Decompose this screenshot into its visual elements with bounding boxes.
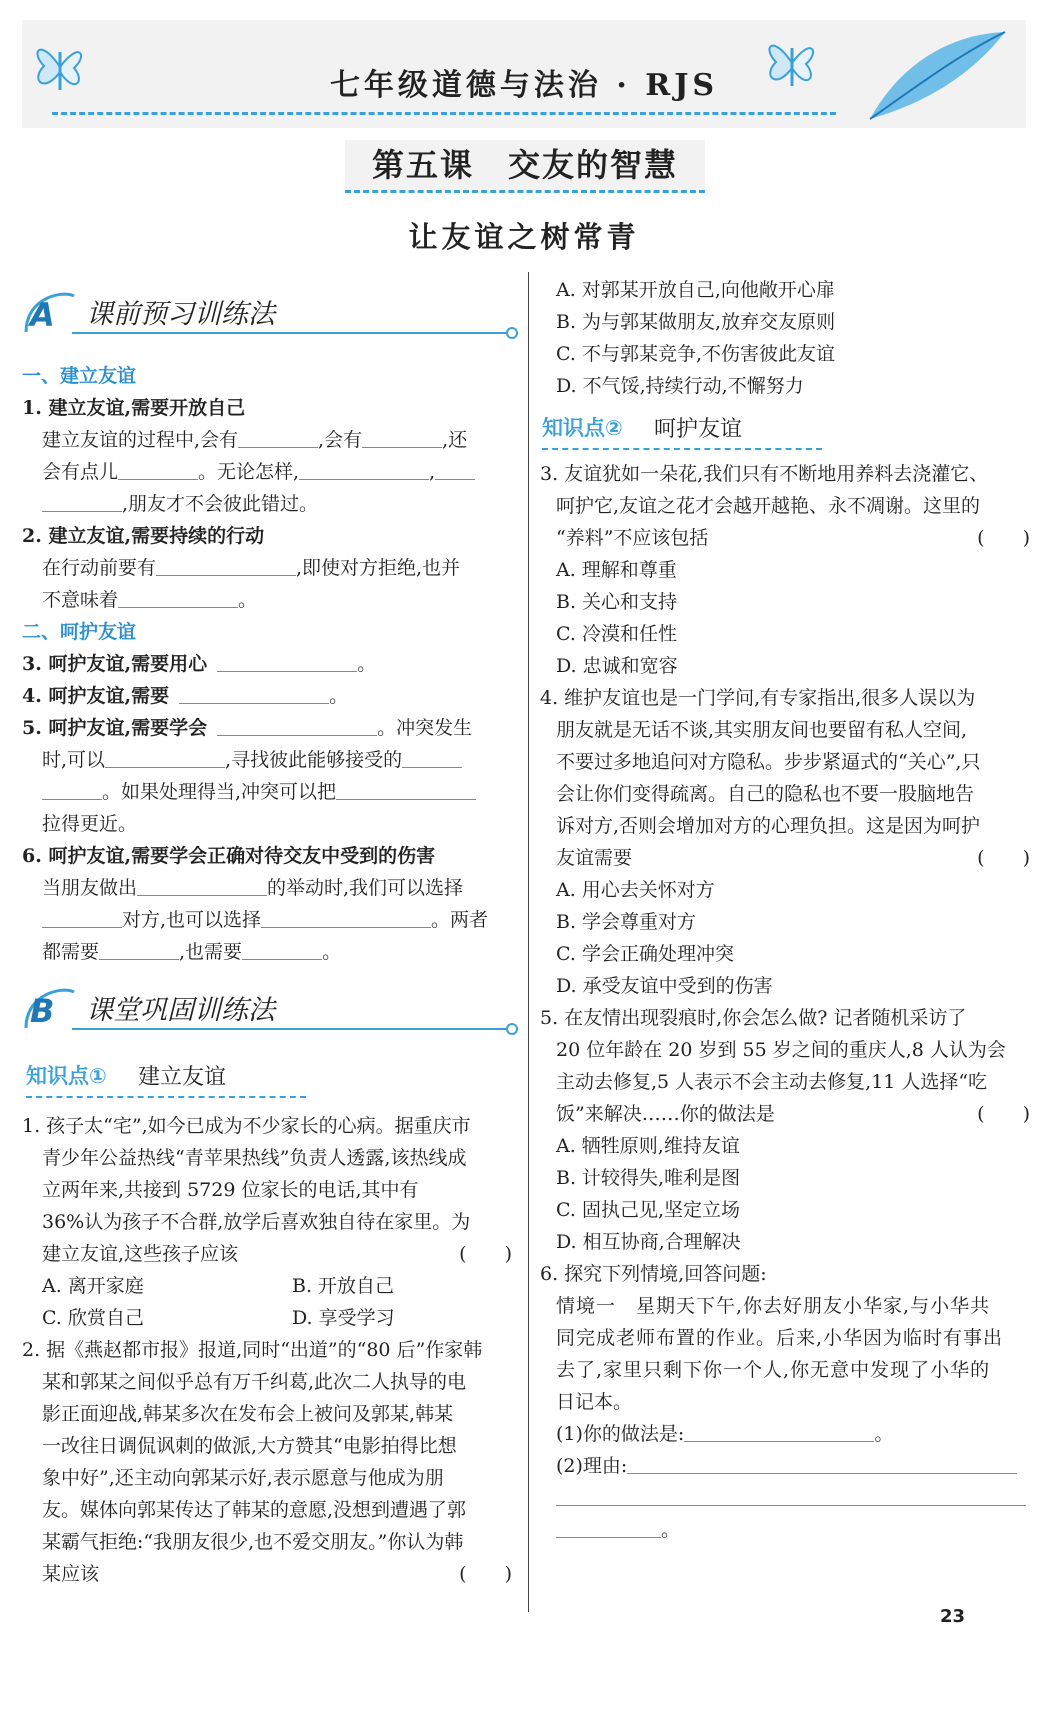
feather-icon [860, 24, 1010, 124]
knowledge-point-text: 建立友谊 [138, 1065, 227, 1090]
answer-paren: ( ) [459, 1563, 512, 1585]
option: D. 不气馁,持续行动,不懈努力 [556, 375, 804, 397]
question-r4-line: 友谊需要 ( ) [540, 842, 1030, 874]
scenario-line: 情境一 星期天下午,你去好朋友小华家,与小华共 [556, 1295, 991, 1317]
right-column-content [540, 458, 1030, 1546]
right-column-top [540, 274, 1030, 402]
section-a-badge [22, 288, 76, 336]
question-2-line: 不意味着 。 [22, 584, 512, 616]
section-b-header [22, 978, 512, 1038]
knowledge-point-underline [26, 1096, 306, 1098]
question-b2-line: 某霸气拒绝:“我朋友很少,也不爱交朋友。”你认为韩 [42, 1531, 464, 1553]
answer-line: (2)理由: [540, 1450, 1030, 1482]
knowledge-point-2 [542, 412, 842, 452]
option: C. 固执己见,坚定立场 [556, 1199, 740, 1221]
scenario-line: 同完成老师布置的作业。后来,小华因为临时有事出 [556, 1327, 1004, 1349]
question-6-line: 都需要 ,也需要 。 [22, 936, 512, 968]
section-b-badge [22, 984, 76, 1032]
option: D. 相互协商,合理解决 [556, 1231, 741, 1253]
question-b2-line: 一改往日调侃讽刺的做派,大方赞其“电影拍得比想 [42, 1435, 457, 1457]
question-b1-line: 立两年来,共接到 5729 位家长的电话,其中有 [42, 1179, 419, 1201]
section-b-title: 课堂巩固训练法 [86, 995, 275, 1026]
answer-paren: ( ) [977, 1103, 1030, 1125]
question-b1-line: 1. 孩子太“宅”,如今已成为不少家长的心病。据重庆市 [22, 1115, 471, 1137]
option: C. 学会正确处理冲突 [556, 943, 734, 965]
question-1-line: 建立友谊的过程中,会有 ,会有 ,还 [22, 424, 512, 456]
column-divider [528, 272, 529, 1612]
answer-paren: ( ) [459, 1243, 512, 1265]
option: A. 理解和尊重 [556, 559, 677, 581]
knowledge-point-label: 知识点① [26, 1064, 107, 1088]
knowledge-point-1 [26, 1060, 326, 1100]
section-a-letter: A [30, 296, 55, 334]
question-5-line: 时,可以 ,寻找彼此能够接受的 [22, 744, 512, 776]
section-a-header [22, 282, 512, 342]
option: A. 离开家庭 [42, 1275, 144, 1297]
knowledge-point-text: 呵护友谊 [654, 417, 743, 442]
question-b1-line: 青少年公益热线“青苹果热线”负责人透露,该热线成 [42, 1147, 467, 1169]
question-b2-line: 2. 据《燕赵都市报》报道,同时“出道”的“80 后”作家韩 [22, 1339, 483, 1361]
question-r5-line: 5. 在友情出现裂痕时,你会怎么做? 记者随机采访了 [540, 1007, 967, 1029]
option: C. 不与郭某竞争,不伤害彼此友谊 [556, 343, 835, 365]
question-6-line: 对方,也可以选择 。两者 [22, 904, 512, 936]
option: A. 用心去关怀对方 [556, 879, 715, 901]
question-4: 4. 呵护友谊,需要 。 [22, 680, 512, 712]
question-b2-line: 友。媒体向郭某传达了韩某的意愿,没想到遭遇了郭 [42, 1499, 467, 1521]
answer-line: (1)你的做法是: 。 [540, 1418, 1030, 1450]
question-6-line: 当朋友做出 的举动时,我们可以选择 [22, 872, 512, 904]
option: D. 忠诚和宽容 [556, 655, 678, 677]
knowledge-point-underline [542, 448, 822, 450]
question-2-line: 在行动前要有 ,即使对方拒绝,也并 [22, 552, 512, 584]
question-r4-line: 4. 维护友谊也是一门学问,有专家指出,很多人误以为 [540, 687, 976, 709]
option: B. 开放自己 [292, 1275, 395, 1297]
page-number: 23 [940, 1606, 966, 1627]
header-title: 七年级道德与法治 · RJS [329, 68, 719, 103]
section-b-dot [506, 1023, 518, 1035]
question-r4-line: 会让你们变得疏离。自己的隐私也不要一股脑地告 [556, 783, 975, 805]
answer-line [540, 1482, 1030, 1514]
question-1-title: 1. 建立友谊,需要开放自己 [22, 397, 246, 419]
question-r5-line: 20 位年龄在 20 岁到 55 岁之间的重庆人,8 人认为会 [556, 1039, 1006, 1061]
question-5: 5. 呵护友谊,需要学会 。冲突发生 [22, 712, 512, 744]
section-a-content [22, 360, 512, 968]
question-b2-line: 影正面迎战,韩某多次在发布会上被问及郭某,韩某 [42, 1403, 454, 1425]
question-3: 3. 呵护友谊,需要用心 。 [22, 648, 512, 680]
question-b1-line: 36%认为孩子不合群,放学后喜欢独自待在家里。为 [42, 1211, 471, 1233]
question-r5-line: 主动去修复,5 人表示不会主动去修复,11 人选择“吃 [556, 1071, 988, 1093]
header-divider [52, 112, 836, 115]
option: A. 对郭某开放自己,向他敞开心扉 [556, 279, 835, 301]
question-r4-line: 朋友就是无话不谈,其实朋友间也要留有私人空间, [556, 719, 968, 741]
question-5-line: 。如果处理得当,冲突可以把 [22, 776, 512, 808]
option: C. 欣赏自己 [42, 1307, 144, 1329]
question-6-title: 6. 呵护友谊,需要学会正确对待交友中受到的伤害 [22, 845, 436, 867]
butterfly-icon [762, 28, 822, 98]
section-b-content [22, 1110, 512, 1590]
lesson-title-underline [345, 190, 705, 193]
question-b1-line: 建立友谊,这些孩子应该 ( ) [22, 1238, 512, 1270]
section-b-line [72, 1028, 512, 1030]
category-heading: 一、建立友谊 [22, 365, 137, 387]
question-2-title: 2. 建立友谊,需要持续的行动 [22, 525, 265, 547]
scenario-line: 日记本。 [556, 1391, 633, 1413]
knowledge-point-label: 知识点② [542, 416, 623, 440]
option: A. 牺牲原则,维持友谊 [556, 1135, 740, 1157]
question-r6-title: 6. 探究下列情境,回答问题: [540, 1263, 767, 1285]
answer-paren: ( ) [977, 847, 1030, 869]
section-b-letter: B [30, 992, 55, 1030]
lesson-title: 第五课 交友的智慧 [371, 146, 678, 184]
question-b2-line: 某和郭某之间似乎总有万千纠葛,此次二人执导的电 [42, 1371, 467, 1393]
question-r4-line: 诉对方,否则会增加对方的心理负担。这是因为呵护 [556, 815, 981, 837]
question-r3-line: “养料”不应该包括 ( ) [540, 522, 1030, 554]
option-row [22, 1302, 512, 1334]
section-a-line [72, 332, 512, 334]
question-1-line: 会有点儿 。无论怎样, , [22, 456, 512, 488]
question-5-line: 拉得更近。 [42, 813, 138, 835]
question-r4-line: 不要过多地追问对方隐私。步步紧逼式的“关心”,只 [556, 751, 981, 773]
scenario-line: 去了,家里只剩下你一个人,你无意中发现了小华的 [556, 1359, 991, 1381]
question-r3-line: 呵护它,友谊之花才会越开越艳、永不凋谢。这里的 [556, 495, 981, 517]
answer-line: 。 [540, 1514, 1030, 1546]
option: D. 承受友谊中受到的伤害 [556, 975, 773, 997]
question-b2-line: 某应该 ( ) [22, 1558, 512, 1590]
section-a-dot [506, 327, 518, 339]
lesson-subtitle: 让友谊之树常青 [408, 220, 640, 254]
category-heading: 二、呵护友谊 [22, 621, 137, 643]
option: D. 享受学习 [292, 1307, 395, 1329]
question-b2-line: 象中好”,还主动向郭某示好,表示愿意与他成为朋 [42, 1467, 444, 1489]
question-r5-line: 饭”来解决……你的做法是 ( ) [540, 1098, 1030, 1130]
section-a-title: 课前预习训练法 [86, 299, 275, 330]
question-r3-line: 3. 友谊犹如一朵花,我们只有不断地用养料去浇灌它、 [540, 463, 989, 485]
option: B. 学会尊重对方 [556, 911, 697, 933]
option: B. 关心和支持 [556, 591, 678, 613]
question-1-line: ,朋友才不会彼此错过。 [22, 488, 512, 520]
option-row [22, 1270, 512, 1302]
option: B. 计较得失,唯利是图 [556, 1167, 741, 1189]
answer-paren: ( ) [977, 527, 1030, 549]
option: C. 冷漠和任性 [556, 623, 677, 645]
option: B. 为与郭某做朋友,放弃交友原则 [556, 311, 836, 333]
